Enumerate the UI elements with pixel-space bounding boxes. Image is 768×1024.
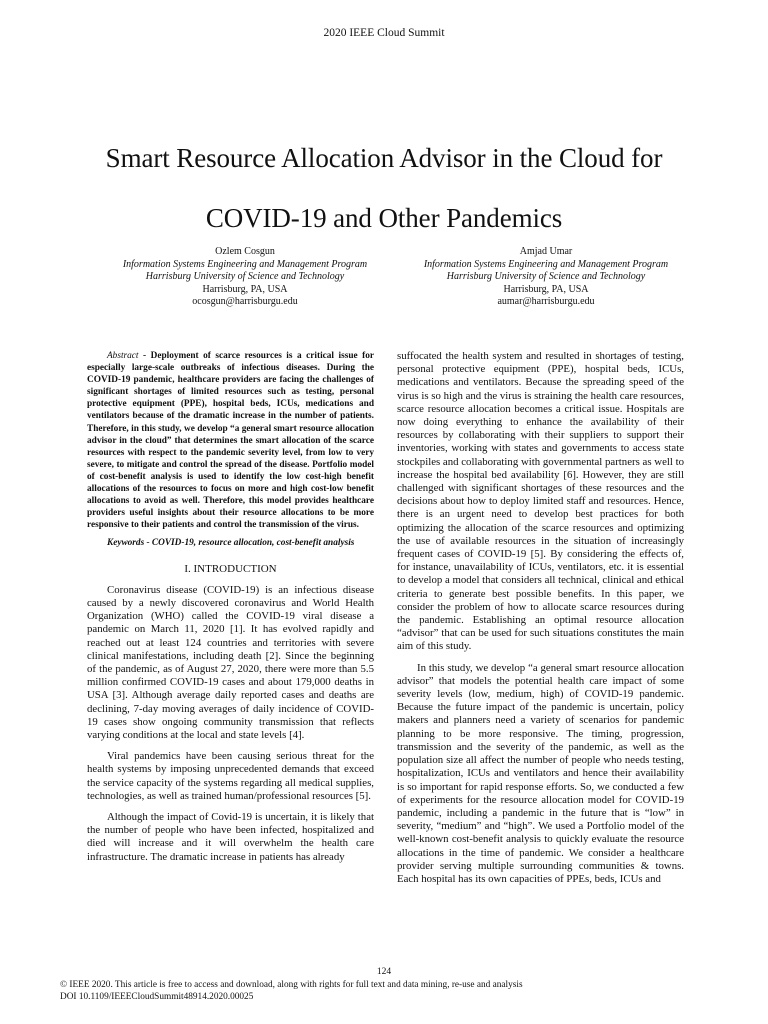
author-email: aumar@harrisburgu.edu: [497, 296, 595, 307]
author-block-2: [396, 246, 696, 309]
author-name: Ozlem Cosgun: [215, 246, 275, 257]
paragraph: Although the impact of Covid-19 is uncertain, it is likely that the number of people who have been infected, hospitalized and died will increase and it will overwhelm the health care infrastructure. The dramatic increase in patients has already: [87, 811, 374, 863]
keywords: Keywords - COVID-19, resource allocation, cost-benefit analysis: [107, 538, 355, 549]
abstract-text: - Deployment of scarce resources is a critical issue for especially large-scale outbreaks of infectious diseases. During the COVID-19 pandemic, healthcare providers are facing the challenges of significant shortages of limited resources such as testing, personal protective equipment (PPE), hospital beds, ICUs, medications and ventilators because of the dramatic increase in the number of patients. Therefore, in this study, we develop “a general smart resource allocation advisor in the cloud” that determines the smart allocation of the scarce resources with respect to the pandemic severity level, from low to very severe, to mitigate and control the spread of the disease. Portfolio model of cost-benefit analysis is used to identify the low cost-high benefit allocations of the resources to focus on more and high cost-low benefit allocations to avoid as well. Therefore, this model provides healthcare providers useful insights about their resource allocations to be more responsive to their patients and control the transmission of the virus.: [87, 351, 374, 531]
abstract-label: Abstract: [107, 351, 139, 361]
paragraph: Viral pandemics have been causing serious threat for the health systems by imposing unprecedented demands that exceed the service capacity of the systems regarding all medical supplies, technologies, as well as trained human/professional resources [5].: [87, 750, 374, 802]
author-email: ocosgun@harrisburgu.edu: [192, 296, 298, 307]
author-city: Harrisburg, PA, USA: [503, 283, 589, 295]
paragraph: Coronavirus disease (COVID-19) is an infectious disease caused by a newly discovered coronavirus and World Health Organization (WHO) called the COVID-19 viral disease a pandemic on March 11, 2020 [1]. It has evolved rapidly and reached out at least 124 countries and territories with severe clinical manifestations, including death [2]. Since the beginning of the pandemic, as of August 27, 2020, there were more than 5.5 million confirmed COVID-19 cases and about 179,000 deaths in USA [3]. Although average daily reported cases and deaths are declining, 7-day moving averages of daily incidence of COVID-19 cases show ongoing community transmission that reflects varying conditions at the local and state levels [4].: [87, 583, 374, 742]
paragraph: In this study, we develop “a general smart resource allocation advisor” that models the potential health care impact of some severity levels (low, medium, high) of COVID-19 pandemic. Because the future impact of the pandemic is uncertain, policy makers and planners need a variety of scenarios for pandemic planning to be more responsive. The timing, progression, transmission and the severity of the pandemic, as well as the population size all affect the number of people who needs testing, hospitalization, ICUs and ventilators and hence their availability is so important for rapid response efforts. So, we conducted a few of experiments for the resource allocation model for COVID-19 pandemic, including a pandemic in the future that is “low” in severity, “medium” and “high”. We used a Portfolio model of the well-known cost-benefit analysis to quickly evaluate the resource allocations in the time of pandemic. We consider a healthcare provider serving multiple surrounding communities & towns. Each hospital has its own capacities of PPEs, beds, ICUs and: [397, 661, 684, 885]
paper-title-line-2: COVID-19 and Other Pandemics: [205, 203, 563, 233]
author-department: Information Systems Engineering and Management Program: [122, 258, 368, 270]
author-organization: Harrisburg University of Science and Technology: [145, 271, 345, 282]
paper-title-line-1: Smart Resource Allocation Advisor in the Cloud for: [105, 143, 663, 173]
paragraph-continued: suffocated the health system and resulted in shortages of testing, personal protective equipment (PPE), hospital beds, ICUs, medications and ventilators. Because the spreading speed of the virus is so high and the virus is straining the health care resources, scarce resource allocation becomes a critical issue. Hospitals are now doing everything to enhance the availability of their resources by collaborating with their suppliers to support their inventories, working with states and governments to access state stockpiles and collaborating with governmental partners as well to increase the hospital bed availability [6]. However, they are still challenged with significant shortages of these resources and the decisions about how to deploy limited staff and resources. Hence, there is an urgent need to develop best practices for both optimizing the allocation of the scarce resources and optimizing the use of available resources in the situation of increasingly frequent cases of COVID-19 [5]. By considering the effects of, for instance, unavailability of ICUs, ventilators, etc. it is essential to develop a model that considers all technical, clinical and ethical criteria to generate best possible benefits. In this paper, we consider the problem of how to allocate scarce resources during the pandemic. Establishing an optimal resource allocation “advisor” that can be used for such situations constitutes the main aim of this study.: [397, 350, 684, 653]
author-organization: Harrisburg University of Science and Technology: [446, 271, 646, 282]
footer-license: © IEEE 2020. This article is free to access and download, along with rights for full text and data mining, re-use and analysis: [60, 980, 523, 990]
right-column: [397, 350, 684, 894]
page-number: 124: [376, 967, 392, 977]
author-city: Harrisburg, PA, USA: [202, 283, 288, 295]
abstract: [87, 350, 374, 531]
footer: [60, 979, 740, 1003]
author-name: Amjad Umar: [519, 246, 573, 257]
section-heading-introduction: I. INTRODUCTION: [184, 562, 277, 575]
author-department: Information Systems Engineering and Management Program: [423, 258, 669, 270]
left-column: [87, 350, 374, 872]
footer-doi: DOI 10.1109/IEEECloudSummit48914.2020.00025: [60, 992, 254, 1002]
paper-title: [40, 128, 728, 248]
conference-header: 2020 IEEE Cloud Summit: [323, 27, 445, 39]
author-block-1: [95, 246, 395, 309]
